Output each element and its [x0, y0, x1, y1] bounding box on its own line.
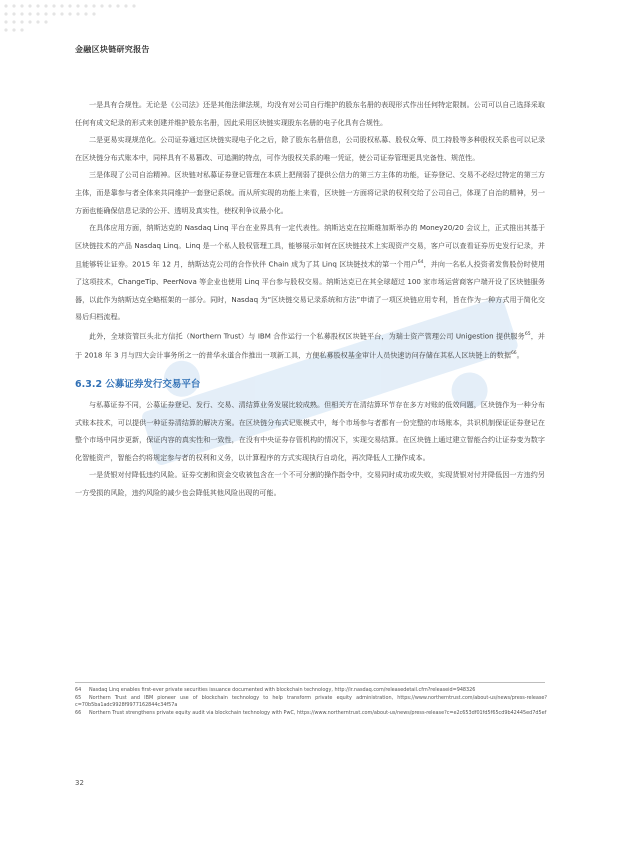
paragraph-text: ，并于 2018 年 3 月与四大会计事务所之一的普华永道合作推出一项新工具，方便私募股权基金审计人员快速访问存储在其私人区块链上的数据 [75, 331, 545, 360]
paragraph: 三是体现了公司自治精神。区块链对私募证券登记管理在本质上把削弱了提供公信力的第三方主体的功能，证券登记、交易不必经过特定的第三方主体，而是靠参与者全体来共同维护一套登记系统。而从所实现的功能上来看，区块链一方面将记录的权利交给了公司自己，体现了自治的精神，另一方面也能确保信息记录的公开、透明及真实性，使权利争议最小化。 [75, 170, 545, 215]
paragraph-text: 。 [516, 350, 524, 360]
footnote-text: Nasdaq Linq enables first-ever private securities issuance documented with blockchain technology, http://ir.nasdaq.com/releasedetail.cfm?releaseid=948326 [89, 687, 476, 693]
footnote-text: Northern Trust and IBM pioneer use of blockchain technology to help transform private equity administration, https://www.northerntrust.com/about-us/news/press-release?c=70b5ba1adc9928f9977162844c34f57a [75, 694, 547, 709]
footnote [75, 695, 547, 710]
footnote [75, 687, 547, 695]
paragraph-text: 此外，全球资管巨头北方信托（Northern Trust）与 IBM 合作运行一个私募股权区块链平台，为瑞士资产管理公司 Unigestion 提供服务 [89, 331, 525, 341]
footnote-number: 66 [75, 709, 82, 716]
report-header-title: 金融区块链研究报告 [75, 45, 150, 54]
footnote-ref: 66 [510, 351, 517, 357]
footnote-divider [75, 682, 545, 683]
paragraph: 与私募证券不同，公募证券登记、发行、交易、清结算业务发展比较成熟。但相关方在清结算环节存在多方对账的低效问题，区块链作为一种分布式账本技术，可以提供一种证券清结算的解决方案。在区块链分布式记账模式中，每个市场参与者都有一份完整的市场账本，共识机制保证证券登记在整个市场中同步更新，保证内容的真实性和一致性，在没有中央证券存管机构的情况下，实现交易结算。在区块链上通过建立智能合约让证券变为数字化智能资产，智能合约将规定参与者的权利和义务，以计算程序的方式实现执行自动化，再次降低人工操作成本。 [75, 399, 545, 462]
footnote-number: 64 [75, 687, 82, 693]
footnote-number: 65 [75, 694, 82, 701]
paragraph [75, 219, 545, 326]
paragraph: 一是货银对付降低违约风险。证券交割和资金交收被包含在一个不可分割的操作指令中，交易同时成功或失败，实现货银对付并降低因一方违约另一方受损的风险，违约风险的减少也会降低其他风险出现的可能。 [75, 470, 545, 497]
paragraph: 一是具有合规性。无论是《公司法》还是其他法律法规，均没有对公司自行维护的股东名册的表现形式作出任何特定限制。公司可以自己选择采取任何有成文纪录的形式来创建并维护股东名册，因此采用区块链实现股东名册的电子化具有合规性。 [75, 100, 545, 127]
page-number: 32 [75, 779, 84, 787]
section-heading: 6.3.2 公募证券发行交易平台 [75, 378, 201, 390]
footnote-ref: 64 [417, 260, 424, 266]
paragraph: 二是更易实现规范化。公司证券通过区块链实现电子化之后，除了股东名册信息，公司股权私募、股权众筹、员工持股等多种股权关系也可以记录在区块链分布式账本中，同样具有不易篡改、可追溯的特点，可作为股权关系的唯一凭证，使公司证券管理更具完备性、规范性。 [75, 135, 545, 162]
footnote-ref: 65 [524, 332, 531, 338]
footnote-text: Northern Trust strengthens private equity audit via blockchain technology with PwC, https://www.northerntrust.com/about-us/news/press-release?c=e2c653df01fd5f65cd9b42445ed7d5ef [89, 709, 547, 716]
footnote [75, 710, 547, 718]
paragraph [75, 326, 545, 364]
decorative-dot-pattern [0, 0, 150, 42]
body-content [75, 96, 545, 502]
paragraph-text: ，并向一名私人投资者发售股份时使用了这项技术，ChangeTip、PeerNova 等企业也使用 Linq 平台参与股权交易。纳斯达克已在其全球超过 100 家市场运营商客户端开设了区块链服务器，以此作为纳斯达克全略框架的一部分。同时，Nasdaq 为“区块链交易记录系统和方法”申请了一项区块链应用专利，旨在作为一种方式用于简化交易后归档流程。 [75, 259, 546, 322]
footnotes [75, 687, 547, 717]
paragraph-text: 在具体应用方面，纳斯达克的 Nasdaq Linq 平台在业界具有一定代表性。纳斯达克在拉斯维加斯举办的 Money20/20 会议上，正式推出其基于区块链技术的产品 Nasdaq Linq。Linq 是一个私人股权管理工具，能够展示如何在区块链技术上实现资产交易，客户可以查看证券历史发行记录，并且能够转让证券。2015 年 12 月，纳斯达克公司的合作伙伴 Chain 成为了其 Linq 区块链技术的第一个用户 [75, 223, 545, 269]
